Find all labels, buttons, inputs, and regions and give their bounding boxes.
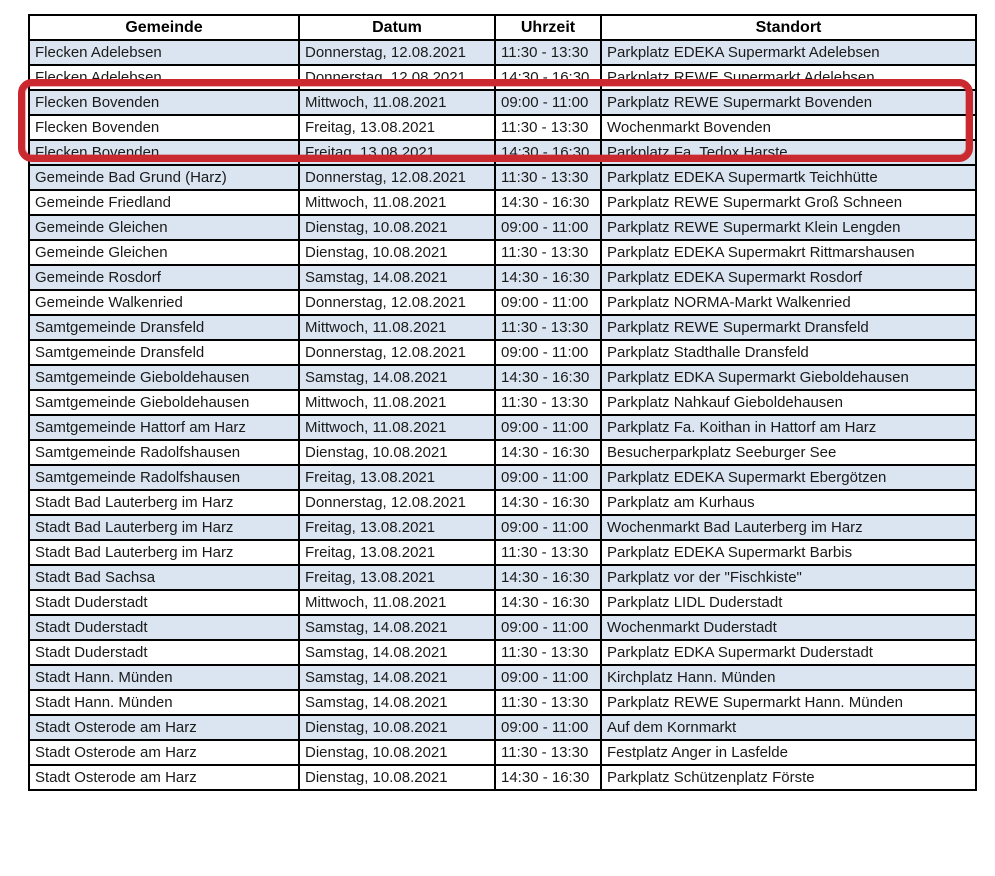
cell-uhrzeit: 11:30 - 13:30 (495, 540, 601, 565)
table-header-row (29, 15, 976, 40)
cell-datum: Dienstag, 10.08.2021 (299, 215, 495, 240)
table-row (29, 315, 976, 340)
cell-uhrzeit: 09:00 - 11:00 (495, 215, 601, 240)
cell-uhrzeit: 11:30 - 13:30 (495, 240, 601, 265)
table-row (29, 515, 976, 540)
column-header-uhrzeit: Uhrzeit (495, 15, 601, 40)
cell-gemeinde: Gemeinde Bad Grund (Harz) (29, 165, 299, 190)
cell-uhrzeit: 14:30 - 16:30 (495, 190, 601, 215)
cell-uhrzeit: 14:30 - 16:30 (495, 265, 601, 290)
table-row (29, 490, 976, 515)
cell-uhrzeit: 11:30 - 13:30 (495, 165, 601, 190)
table-row (29, 265, 976, 290)
cell-gemeinde: Gemeinde Friedland (29, 190, 299, 215)
cell-gemeinde: Stadt Osterode am Harz (29, 740, 299, 765)
cell-gemeinde: Stadt Duderstadt (29, 615, 299, 640)
cell-datum: Donnerstag, 12.08.2021 (299, 340, 495, 365)
cell-uhrzeit: 09:00 - 11:00 (495, 465, 601, 490)
cell-datum: Mittwoch, 11.08.2021 (299, 90, 495, 115)
cell-standort: Parkplatz NORMA-Markt Walkenried (601, 290, 976, 315)
table-row (29, 140, 976, 165)
cell-datum: Samstag, 14.08.2021 (299, 365, 495, 390)
cell-datum: Samstag, 14.08.2021 (299, 615, 495, 640)
cell-datum: Donnerstag, 12.08.2021 (299, 165, 495, 190)
cell-gemeinde: Flecken Adelebsen (29, 40, 299, 65)
cell-uhrzeit: 09:00 - 11:00 (495, 290, 601, 315)
cell-standort: Kirchplatz Hann. Münden (601, 665, 976, 690)
cell-uhrzeit: 09:00 - 11:00 (495, 515, 601, 540)
cell-standort: Parkplatz LIDL Duderstadt (601, 590, 976, 615)
cell-datum: Dienstag, 10.08.2021 (299, 440, 495, 465)
cell-standort: Parkplatz EDEKA Supermarkt Barbis (601, 540, 976, 565)
cell-gemeinde: Gemeinde Gleichen (29, 215, 299, 240)
cell-datum: Mittwoch, 11.08.2021 (299, 390, 495, 415)
cell-gemeinde: Gemeinde Walkenried (29, 290, 299, 315)
table-row (29, 440, 976, 465)
cell-gemeinde: Samtgemeinde Gieboldehausen (29, 365, 299, 390)
cell-datum: Samstag, 14.08.2021 (299, 640, 495, 665)
table-row (29, 290, 976, 315)
cell-datum: Dienstag, 10.08.2021 (299, 715, 495, 740)
cell-standort: Parkplatz REWE Supermarkt Adelebsen (601, 65, 976, 90)
cell-standort: Parkplatz Stadthalle Dransfeld (601, 340, 976, 365)
cell-uhrzeit: 14:30 - 16:30 (495, 365, 601, 390)
cell-gemeinde: Stadt Bad Lauterberg im Harz (29, 515, 299, 540)
cell-standort: Parkplatz REWE Supermarkt Klein Lengden (601, 215, 976, 240)
cell-standort: Wochenmarkt Bovenden (601, 115, 976, 140)
cell-datum: Donnerstag, 12.08.2021 (299, 490, 495, 515)
table-row (29, 765, 976, 790)
cell-standort: Wochenmarkt Duderstadt (601, 615, 976, 640)
table-row (29, 190, 976, 215)
cell-uhrzeit: 14:30 - 16:30 (495, 565, 601, 590)
cell-datum: Samstag, 14.08.2021 (299, 265, 495, 290)
cell-gemeinde: Gemeinde Rosdorf (29, 265, 299, 290)
cell-standort: Parkplatz Nahkauf Gieboldehausen (601, 390, 976, 415)
table-row (29, 240, 976, 265)
cell-uhrzeit: 09:00 - 11:00 (495, 415, 601, 440)
cell-standort: Besucherparkplatz Seeburger See (601, 440, 976, 465)
cell-datum: Samstag, 14.08.2021 (299, 690, 495, 715)
cell-gemeinde: Flecken Adelebsen (29, 65, 299, 90)
cell-standort: Parkplatz Schützenplatz Förste (601, 765, 976, 790)
cell-standort: Parkplatz EDEKA Supermarkt Ebergötzen (601, 465, 976, 490)
cell-uhrzeit: 09:00 - 11:00 (495, 715, 601, 740)
cell-uhrzeit: 14:30 - 16:30 (495, 140, 601, 165)
cell-gemeinde: Stadt Osterode am Harz (29, 715, 299, 740)
cell-uhrzeit: 09:00 - 11:00 (495, 340, 601, 365)
cell-gemeinde: Stadt Bad Sachsa (29, 565, 299, 590)
cell-gemeinde: Stadt Bad Lauterberg im Harz (29, 540, 299, 565)
cell-standort: Auf dem Kornmarkt (601, 715, 976, 740)
cell-standort: Parkplatz REWE Supermarkt Dransfeld (601, 315, 976, 340)
cell-uhrzeit: 14:30 - 16:30 (495, 490, 601, 515)
cell-uhrzeit: 11:30 - 13:30 (495, 115, 601, 140)
cell-uhrzeit: 11:30 - 13:30 (495, 315, 601, 340)
cell-datum: Freitag, 13.08.2021 (299, 565, 495, 590)
cell-uhrzeit: 11:30 - 13:30 (495, 690, 601, 715)
table-row (29, 740, 976, 765)
cell-standort: Parkplatz EDEKA Supermakrt Rittmarshausen (601, 240, 976, 265)
cell-datum: Samstag, 14.08.2021 (299, 665, 495, 690)
table-row (29, 565, 976, 590)
cell-standort: Parkplatz REWE Supermarkt Bovenden (601, 90, 976, 115)
table-row (29, 215, 976, 240)
cell-gemeinde: Samtgemeinde Gieboldehausen (29, 390, 299, 415)
table-row (29, 715, 976, 740)
cell-uhrzeit: 14:30 - 16:30 (495, 765, 601, 790)
table-row (29, 415, 976, 440)
table-row (29, 115, 976, 140)
cell-uhrzeit: 11:30 - 13:30 (495, 640, 601, 665)
cell-datum: Donnerstag, 12.08.2021 (299, 65, 495, 90)
cell-gemeinde: Samtgemeinde Radolfshausen (29, 465, 299, 490)
cell-datum: Donnerstag, 12.08.2021 (299, 290, 495, 315)
cell-datum: Freitag, 13.08.2021 (299, 515, 495, 540)
cell-datum: Dienstag, 10.08.2021 (299, 740, 495, 765)
cell-standort: Parkplatz EDEKA Supermartk Teichhütte (601, 165, 976, 190)
table-row (29, 390, 976, 415)
table-row (29, 165, 976, 190)
cell-uhrzeit: 14:30 - 16:30 (495, 590, 601, 615)
cell-uhrzeit: 11:30 - 13:30 (495, 740, 601, 765)
table-row (29, 65, 976, 90)
table-row (29, 590, 976, 615)
cell-standort: Parkplatz REWE Supermarkt Hann. Münden (601, 690, 976, 715)
cell-uhrzeit: 11:30 - 13:30 (495, 40, 601, 65)
cell-gemeinde: Flecken Bovenden (29, 90, 299, 115)
cell-uhrzeit: 09:00 - 11:00 (495, 615, 601, 640)
cell-standort: Parkplatz Fa. Koithan in Hattorf am Harz (601, 415, 976, 440)
cell-uhrzeit: 09:00 - 11:00 (495, 90, 601, 115)
cell-standort: Parkplatz REWE Supermarkt Groß Schneen (601, 190, 976, 215)
table-row (29, 90, 976, 115)
cell-uhrzeit: 11:30 - 13:30 (495, 390, 601, 415)
cell-gemeinde: Gemeinde Gleichen (29, 240, 299, 265)
cell-gemeinde: Samtgemeinde Dransfeld (29, 340, 299, 365)
cell-standort: Festplatz Anger in Lasfelde (601, 740, 976, 765)
cell-standort: Parkplatz EDEKA Supermarkt Rosdorf (601, 265, 976, 290)
cell-datum: Mittwoch, 11.08.2021 (299, 590, 495, 615)
cell-datum: Mittwoch, 11.08.2021 (299, 315, 495, 340)
cell-datum: Freitag, 13.08.2021 (299, 465, 495, 490)
cell-gemeinde: Stadt Duderstadt (29, 590, 299, 615)
cell-gemeinde: Flecken Bovenden (29, 115, 299, 140)
cell-uhrzeit: 09:00 - 11:00 (495, 665, 601, 690)
cell-datum: Mittwoch, 11.08.2021 (299, 190, 495, 215)
schedule-table (28, 14, 977, 791)
cell-gemeinde: Stadt Hann. Münden (29, 665, 299, 690)
cell-gemeinde: Stadt Hann. Münden (29, 690, 299, 715)
cell-gemeinde: Stadt Bad Lauterberg im Harz (29, 490, 299, 515)
cell-standort: Parkplatz EDEKA Supermarkt Adelebsen (601, 40, 976, 65)
cell-uhrzeit: 14:30 - 16:30 (495, 440, 601, 465)
table-row (29, 615, 976, 640)
table-row (29, 465, 976, 490)
table-row (29, 40, 976, 65)
cell-datum: Dienstag, 10.08.2021 (299, 765, 495, 790)
cell-standort: Parkplatz am Kurhaus (601, 490, 976, 515)
cell-datum: Freitag, 13.08.2021 (299, 140, 495, 165)
cell-datum: Freitag, 13.08.2021 (299, 540, 495, 565)
cell-datum: Donnerstag, 12.08.2021 (299, 40, 495, 65)
cell-datum: Dienstag, 10.08.2021 (299, 240, 495, 265)
cell-gemeinde: Flecken Bovenden (29, 140, 299, 165)
table-body (29, 40, 976, 790)
cell-uhrzeit: 14:30 - 16:30 (495, 65, 601, 90)
table-row (29, 540, 976, 565)
cell-gemeinde: Stadt Duderstadt (29, 640, 299, 665)
cell-gemeinde: Samtgemeinde Radolfshausen (29, 440, 299, 465)
cell-standort: Parkplatz EDKA Supermarkt Duderstadt (601, 640, 976, 665)
cell-standort: Wochenmarkt Bad Lauterberg im Harz (601, 515, 976, 540)
table-row (29, 340, 976, 365)
table-row (29, 690, 976, 715)
cell-standort: Parkplatz Fa. Tedox Harste (601, 140, 976, 165)
cell-gemeinde: Samtgemeinde Dransfeld (29, 315, 299, 340)
cell-gemeinde: Stadt Osterode am Harz (29, 765, 299, 790)
column-header-datum: Datum (299, 15, 495, 40)
cell-gemeinde: Samtgemeinde Hattorf am Harz (29, 415, 299, 440)
column-header-standort: Standort (601, 15, 976, 40)
cell-standort: Parkplatz vor der "Fischkiste" (601, 565, 976, 590)
cell-datum: Freitag, 13.08.2021 (299, 115, 495, 140)
table-row (29, 640, 976, 665)
cell-datum: Mittwoch, 11.08.2021 (299, 415, 495, 440)
cell-standort: Parkplatz EDKA Supermarkt Gieboldehausen (601, 365, 976, 390)
column-header-gemeinde: Gemeinde (29, 15, 299, 40)
table-row (29, 365, 976, 390)
table-row (29, 665, 976, 690)
